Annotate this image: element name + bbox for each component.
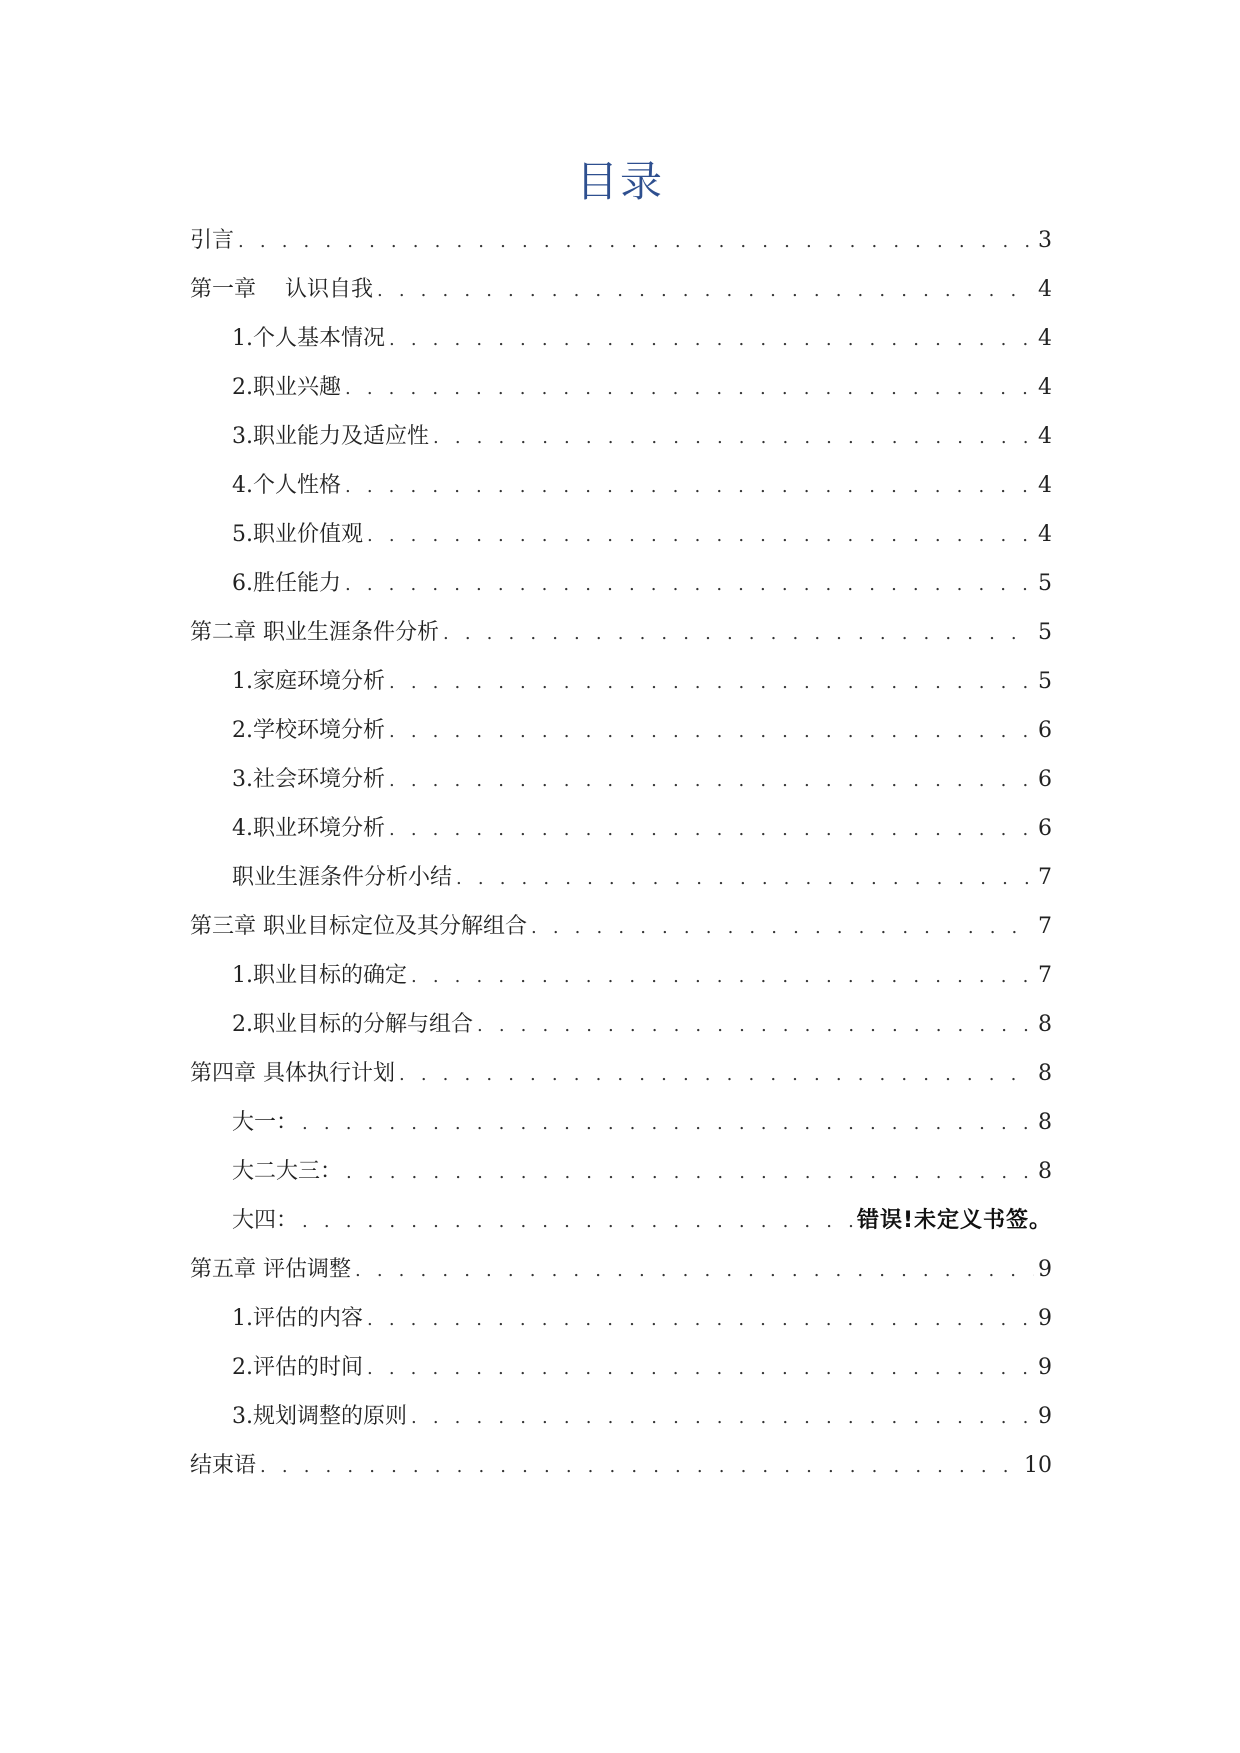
toc-subentry[interactable] (190, 412, 1052, 461)
toc-entry[interactable] (190, 608, 1052, 657)
toc-entry-label: 大四： (232, 1208, 299, 1233)
toc-subentry[interactable] (190, 853, 1052, 902)
toc-subentry[interactable] (190, 1294, 1052, 1343)
toc-dot-leader (355, 1246, 1034, 1295)
toc-subentry[interactable] (190, 510, 1052, 559)
toc-entry-label: 第五章 评估调整 (190, 1257, 351, 1282)
toc-entry-label: 第三章 职业目标定位及其分解组合 (190, 914, 527, 939)
toc-dot-leader (433, 413, 1034, 462)
toc-dot-leader (302, 1099, 1034, 1148)
toc-dot-leader (389, 315, 1034, 364)
toc-dot-leader (389, 756, 1034, 805)
toc-entry[interactable] (190, 265, 1052, 314)
toc-entry-label: 2.职业兴趣 (232, 375, 341, 400)
toc-title: 目录 (575, 157, 664, 206)
toc-entry-label: 1.职业目标的确定 (232, 963, 407, 988)
toc-dot-leader (345, 462, 1034, 511)
toc-dot-leader (399, 1050, 1034, 1099)
toc-entry-page: 9 (1038, 1404, 1052, 1429)
toc-entry-page: 3 (1038, 228, 1052, 253)
toc-list (190, 216, 1052, 1490)
toc-subentry[interactable] (190, 1392, 1052, 1441)
toc-subentry[interactable] (190, 1000, 1052, 1049)
toc-dot-leader (389, 805, 1034, 854)
toc-entry-label: 大二大三： (232, 1159, 343, 1184)
toc-entry-label: 5.职业价值观 (232, 522, 363, 547)
toc-entry[interactable] (190, 1049, 1052, 1098)
toc-entry-page: 5 (1038, 571, 1052, 596)
toc-entry-page: 4 (1038, 424, 1052, 449)
toc-entry-page: 9 (1038, 1355, 1052, 1380)
toc-entry-label: 3.社会环境分析 (232, 767, 385, 792)
toc-dot-leader (260, 1442, 1020, 1491)
toc-subentry[interactable] (190, 1196, 1052, 1245)
toc-subentry[interactable] (190, 1147, 1052, 1196)
toc-entry-page: 8 (1038, 1012, 1052, 1037)
toc-dot-leader (389, 707, 1034, 756)
toc-bookmark-error: 错误!未定义书签。 (856, 1208, 1052, 1233)
toc-dot-leader (531, 903, 1034, 952)
toc-dot-leader (389, 658, 1034, 707)
toc-entry-label: 第二章 职业生涯条件分析 (190, 620, 439, 645)
toc-dot-leader (411, 952, 1034, 1001)
toc-entry-label: 2.学校环境分析 (232, 718, 385, 743)
toc-entry-page: 7 (1038, 963, 1052, 988)
toc-dot-leader (346, 1148, 1034, 1197)
toc-entry-label: 第四章 具体执行计划 (190, 1061, 395, 1086)
toc-entry-page: 4 (1038, 473, 1052, 498)
toc-entry[interactable] (190, 1441, 1052, 1490)
toc-entry-page: 4 (1038, 326, 1052, 351)
toc-dot-leader (302, 1197, 853, 1246)
toc-entry-page: 4 (1038, 375, 1052, 400)
toc-dot-leader (377, 266, 1034, 315)
toc-entry-label: 1.个人基本情况 (232, 326, 385, 351)
toc-entry-label: 4.个人性格 (232, 473, 341, 498)
toc-subentry[interactable] (190, 951, 1052, 1000)
toc-entry-page: 4 (1038, 277, 1052, 302)
toc-entry-page: 7 (1038, 914, 1052, 939)
toc-subentry[interactable] (190, 559, 1052, 608)
toc-entry-label: 4.职业环境分析 (232, 816, 385, 841)
toc-entry-label: 3.规划调整的原则 (232, 1404, 407, 1429)
toc-entry-label: 1.评估的内容 (232, 1306, 363, 1331)
toc-entry-label: 1.家庭环境分析 (232, 669, 385, 694)
toc-entry-label: 6.胜任能力 (232, 571, 341, 596)
toc-entry-page: 8 (1038, 1110, 1052, 1135)
toc-dot-leader (367, 1295, 1034, 1344)
toc-dot-leader (443, 609, 1034, 658)
toc-entry-page: 9 (1038, 1257, 1052, 1282)
toc-subentry[interactable] (190, 657, 1052, 706)
toc-subentry[interactable] (190, 314, 1052, 363)
toc-entry-label: 职业生涯条件分析小结 (232, 865, 453, 890)
toc-dot-leader (367, 1344, 1034, 1393)
toc-entry-page: 8 (1038, 1159, 1052, 1184)
toc-entry[interactable] (190, 1245, 1052, 1294)
toc-entry-page: 8 (1038, 1061, 1052, 1086)
toc-entry-page: 10 (1024, 1453, 1052, 1478)
toc-subentry[interactable] (190, 755, 1052, 804)
toc-subentry[interactable] (190, 1343, 1052, 1392)
toc-entry-page: 6 (1038, 767, 1052, 792)
toc-entry-label: 引言 (190, 228, 235, 253)
toc-dot-leader (345, 560, 1034, 609)
toc-entry[interactable] (190, 902, 1052, 951)
toc-dot-leader (456, 854, 1034, 903)
toc-entry[interactable] (190, 216, 1052, 265)
toc-entry-label: 2.职业目标的分解与组合 (232, 1012, 473, 1037)
toc-entry-page: 9 (1038, 1306, 1052, 1331)
toc-entry-label: 2.评估的时间 (232, 1355, 363, 1380)
toc-entry-label: 第一章 认识自我 (190, 277, 373, 302)
toc-entry-page: 7 (1038, 865, 1052, 890)
toc-subentry[interactable] (190, 461, 1052, 510)
toc-entry-page: 6 (1038, 816, 1052, 841)
toc-dot-leader (345, 364, 1034, 413)
toc-subentry[interactable] (190, 706, 1052, 755)
toc-entry-label: 大一： (232, 1110, 299, 1135)
toc-dot-leader (411, 1393, 1034, 1442)
toc-dot-leader (477, 1001, 1034, 1050)
toc-entry-page: 5 (1038, 669, 1052, 694)
toc-subentry[interactable] (190, 363, 1052, 412)
toc-entry-page: 5 (1038, 620, 1052, 645)
toc-entry-page: 6 (1038, 718, 1052, 743)
toc-subentry[interactable] (190, 1098, 1052, 1147)
toc-entry-label: 结束语 (190, 1453, 257, 1478)
toc-subentry[interactable] (190, 804, 1052, 853)
toc-entry-label: 3.职业能力及适应性 (232, 424, 429, 449)
toc-dot-leader (367, 511, 1034, 560)
toc-entry-page: 4 (1038, 522, 1052, 547)
toc-dot-leader (238, 217, 1034, 266)
